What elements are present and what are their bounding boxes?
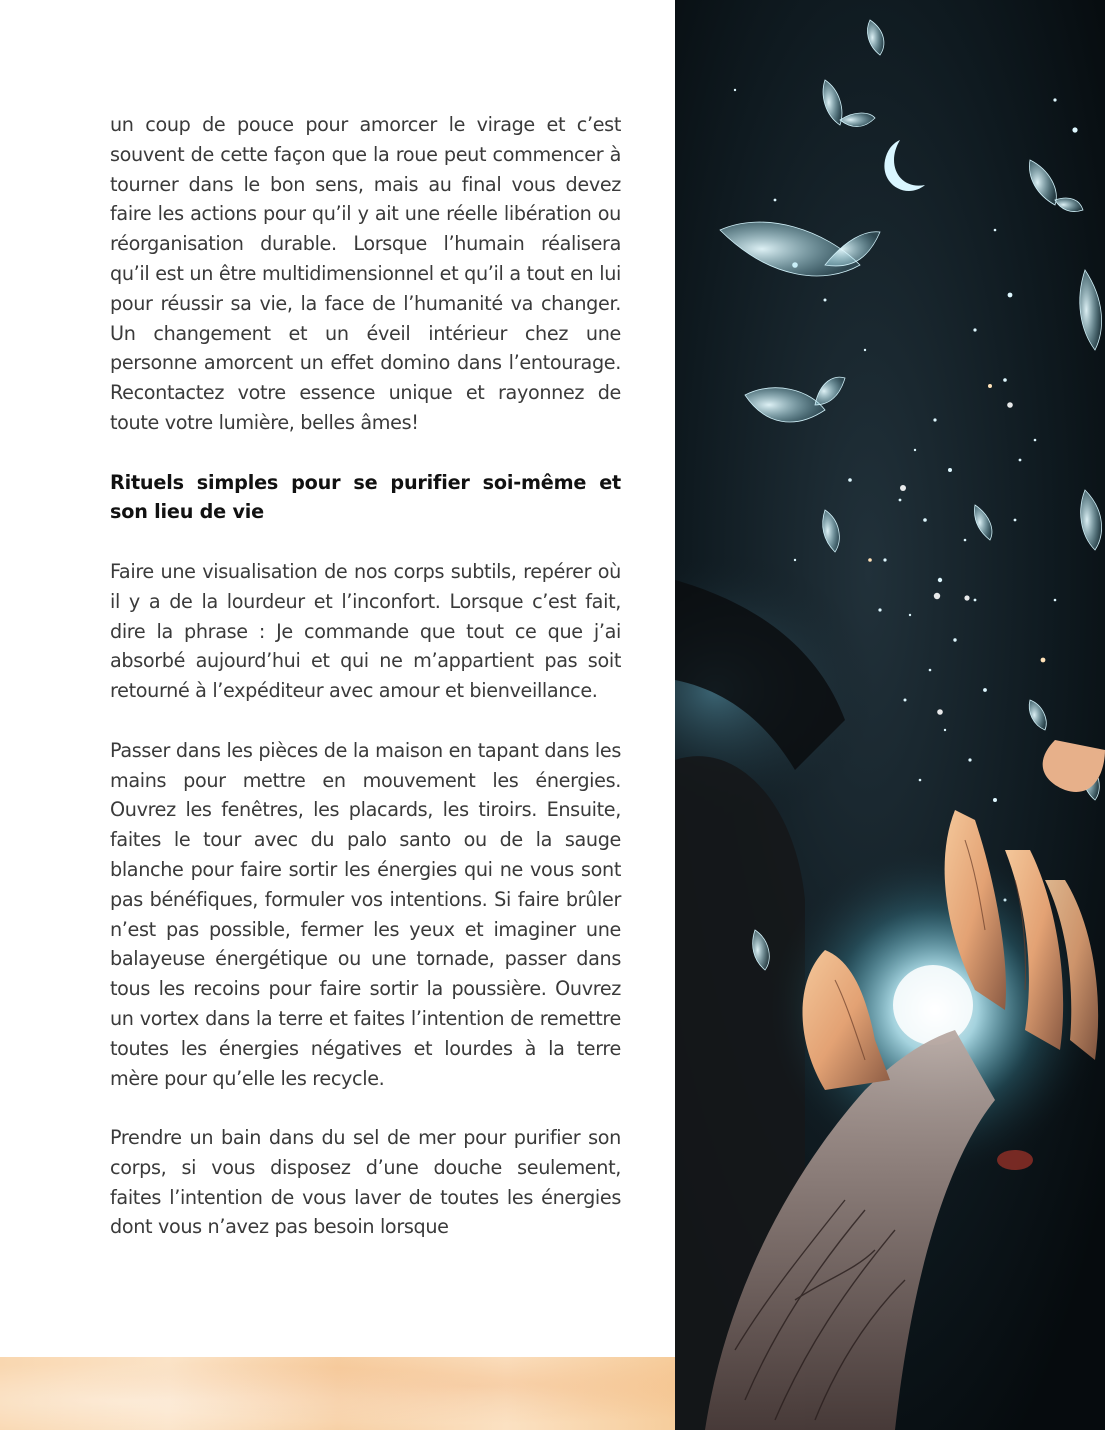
illustration-panel xyxy=(675,0,1105,1430)
article-text xyxy=(110,110,621,1272)
paragraph-house-cleansing: Passer dans les pièces de la maison en tapant dans les mains pour mettre en mouvement les énergies. Ouvrez les fenêtres, les placards, les tiroirs. Ensuite, faites le tour avec du palo santo ou de la sauge blanche pour faire sortir les énergies qui ne vous sont pas bénéfiques, formuler vos intentions. Si faire brûler n’est pas possible, fermer les yeux et imaginer une balayeuse énergétique ou une tornade, passer dans tous les recoins pour faire sortir la poussière. Ouvrez un vortex dans la terre et faites l’intention de remettre toutes les énergies négatives et lourdes à la terre mère pour qu’elle les recycle. xyxy=(110,738,621,1090)
paragraph-salt-bath: Prendre un bain dans du sel de mer pour purifier son corps, si vous disposez d’une douche seulement, faites l’intention de vous laver de toutes les énergies dont vous n’avez pas besoin lorsque xyxy=(110,1126,621,1239)
paragraph-visualisation: Faire une visualisation de nos corps subtils, repérer où il y a de la lourdeur et l’inconfort. Lorsque c’est fait, dire la phrase : Je commande que tout ce que j’ai absorbé aujourd’hui et qui ne m’appartient pas soit retourné à l’expéditeur avec amour et bienveillance. xyxy=(110,559,621,703)
section-heading: Rituels simples pour se purifier soi-même et son lieu de vie xyxy=(110,470,621,524)
paragraph-intro: un coup de pouce pour amorcer le virage et c’est souvent de cette façon que la roue peut commencer à tourner dans le bon sens, mais au final vous devez faire les actions pour qu’il y ait une réelle libération ou réorganisation durable. Lorsque l’humain réalisera qu’il est un être multidimensionnel et qu’il a tout en lui pour réussir sa vie, la face de l’humanité va changer. Un changement et un éveil intérieur chez une personne amorcent un effet domino dans l’entourage. Recontactez votre essence unique et rayonnez de toute votre lumière, belles âmes! xyxy=(110,113,621,434)
glowing-hand-illustration xyxy=(675,0,1105,1430)
decorative-footer-band xyxy=(0,1357,675,1430)
